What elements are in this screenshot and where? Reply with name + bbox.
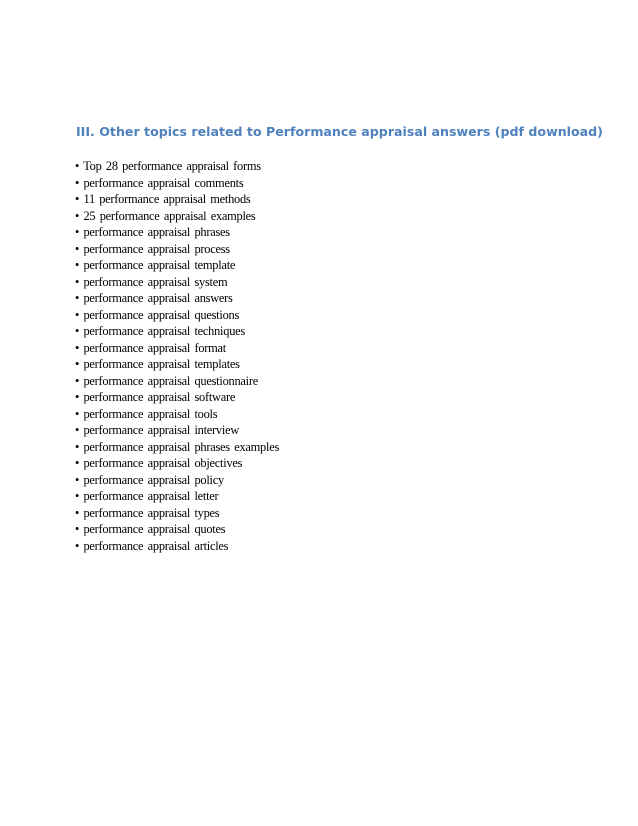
topic-item [75,521,279,538]
bullet: • [75,423,80,437]
topic-text: performance appraisal comments [83,175,244,190]
topic-item [75,175,279,192]
topic-text: performance appraisal phrases [83,225,230,239]
topic-item [75,241,279,258]
topic-text: performance appraisal templates [83,357,240,371]
bullet: • [75,225,80,239]
bullet: • [75,456,80,470]
topic-item [75,307,279,324]
topic-item [75,472,279,489]
topic-item [75,191,279,208]
topic-item [75,389,279,406]
topic-text: Top 28 performance appraisal forms [83,159,261,173]
topic-text: performance appraisal questions [83,307,240,322]
topic-text: performance appraisal tools [83,406,218,421]
topic-item [75,488,279,505]
topic-item [75,340,279,357]
bullet: • [75,489,80,503]
topic-item [75,422,279,439]
bullet: • [75,258,80,272]
topic-text: performance appraisal types [83,505,220,520]
topic-item [75,290,279,307]
topic-item [75,406,279,423]
topic-text: performance appraisal objectives [83,456,243,470]
topic-text: performance appraisal template [83,258,236,272]
topic-item [75,373,279,390]
bullet: • [75,538,80,553]
topic-item [75,356,279,373]
topic-text: performance appraisal phrases examples [83,439,280,454]
topic-text: performance appraisal policy [83,472,224,487]
topic-item [75,158,279,175]
topic-text: performance appraisal format [83,340,226,355]
bullet: • [75,175,80,190]
bullet: • [75,357,80,371]
topic-text: performance appraisal process [83,241,230,256]
bullet: • [75,340,80,355]
topic-item [75,274,279,291]
topic-item [75,224,279,241]
topic-item [75,505,279,522]
topic-text: performance appraisal questionnaire [83,373,258,388]
topic-text: performance appraisal software [83,390,236,404]
topic-item [75,455,279,472]
topic-text: performance appraisal articles [83,538,229,553]
topic-text: 11 performance appraisal methods [83,192,251,206]
topic-text: performance appraisal answers [83,291,233,305]
bullet: • [75,406,80,421]
section-heading: III. Other topics related to Performance appraisal answers (pdf download) [76,124,603,139]
bullet: • [75,241,80,256]
bullet: • [75,307,80,322]
bullet: • [75,439,80,454]
topic-item [75,208,279,225]
bullet: • [75,274,80,289]
topic-item [75,439,279,456]
topic-text: performance appraisal letter [83,489,219,503]
bullet: • [75,208,80,223]
bullet: • [75,192,80,206]
topic-list [75,158,279,554]
topic-text: performance appraisal interview [83,423,240,437]
bullet: • [75,390,80,404]
bullet: • [75,505,80,520]
bullet: • [75,159,80,173]
bullet: • [75,324,80,338]
topic-item [75,257,279,274]
topic-text: 25 performance appraisal examples [83,208,256,223]
topic-item [75,538,279,555]
topic-item [75,323,279,340]
topic-text: performance appraisal system [83,274,228,289]
bullet: • [75,373,80,388]
bullet: • [75,522,80,536]
bullet: • [75,472,80,487]
topic-text: performance appraisal quotes [83,522,226,536]
bullet: • [75,291,80,305]
topic-text: performance appraisal techniques [83,324,245,338]
